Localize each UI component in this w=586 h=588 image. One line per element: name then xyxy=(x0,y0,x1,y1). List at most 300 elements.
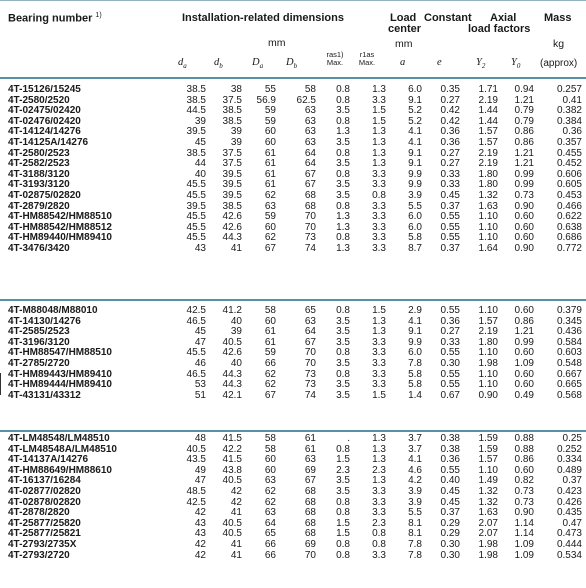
cell-Db: 70 xyxy=(304,212,316,223)
cell-bearing-number: 4T-14130/14276 xyxy=(8,316,81,327)
cell-db: 40.5 xyxy=(222,476,242,487)
cell-ras-max: 3.5 xyxy=(336,106,350,117)
table-row xyxy=(0,487,586,498)
cell-Db: 67 xyxy=(304,476,316,487)
cell-load-center-a: 9.1 xyxy=(408,159,422,170)
cell-Y2: 1.64 xyxy=(478,243,498,254)
cell-ras-max: 3.5 xyxy=(336,390,350,401)
cell-da: 48 xyxy=(194,434,206,444)
cell-mass: 0.382 xyxy=(556,106,582,117)
table-row xyxy=(0,85,586,96)
cell-r1as-max: 1.5 xyxy=(372,116,386,127)
cell-bearing-number: 4T-LM48548/LM48510 xyxy=(8,434,110,444)
cell-load-center-a: 4.1 xyxy=(408,455,422,466)
cell-mass: 0.568 xyxy=(556,390,582,401)
cell-mass: 0.548 xyxy=(556,358,582,369)
cell-Y0: 0.86 xyxy=(514,455,534,466)
cell-r1as-max: 0.8 xyxy=(372,529,386,540)
cell-bearing-number: 4T-2879/2820 xyxy=(8,201,70,212)
cell-Y0: 1.14 xyxy=(514,529,534,540)
group-rule-1 xyxy=(0,299,586,301)
cell-bearing-number: 4T-3193/3120 xyxy=(8,180,70,191)
cell-mass: 0.466 xyxy=(556,201,582,212)
cell-Y0: 0.49 xyxy=(514,390,534,401)
cell-Y0: 0.60 xyxy=(514,233,534,244)
cell-ras-max: 3.5 xyxy=(336,476,350,487)
cell-r1as-max: 3.3 xyxy=(372,222,386,233)
cell-da: 48.5 xyxy=(186,486,206,497)
cell-Y2: 2.19 xyxy=(478,148,498,159)
cell-Db: 63 xyxy=(304,455,316,466)
cell-da: 45.5 xyxy=(186,233,206,244)
cell-ras-max: 0.8 xyxy=(336,148,350,159)
cell-ras-max: 0.8 xyxy=(336,306,350,316)
load-center-heading-line2: center xyxy=(388,23,422,35)
cell-bearing-number: 4T-02475/02420 xyxy=(8,106,81,117)
cell-load-center-a: 6.0 xyxy=(408,212,422,223)
cell-Db: 73 xyxy=(304,369,316,380)
cell-db: 42.1 xyxy=(222,390,242,401)
cell-load-center-a: 9.9 xyxy=(408,169,422,180)
cell-load-center-a: 7.8 xyxy=(408,550,422,561)
cell-load-center-a: 5.8 xyxy=(408,380,422,391)
cell-Da: 60 xyxy=(264,137,276,148)
cell-bearing-number: 4T-25877/25821 xyxy=(8,529,81,540)
cell-Y0: 1.21 xyxy=(514,95,534,106)
table-row xyxy=(0,212,586,223)
cell-load-center-a: 4.1 xyxy=(408,316,422,327)
cell-db: 38 xyxy=(230,85,242,95)
cell-db: 37.5 xyxy=(222,95,242,106)
cell-Y2: 1.10 xyxy=(478,212,498,223)
cell-mass: 0.41 xyxy=(562,95,582,106)
cell-mass: 0.379 xyxy=(556,306,582,316)
cell-Db: 74 xyxy=(304,390,316,401)
cell-da: 53 xyxy=(194,380,206,391)
cell-Y0: 0.99 xyxy=(514,337,534,348)
cell-constant-e: 0.30 xyxy=(440,539,460,550)
table-row xyxy=(0,317,586,328)
table-row xyxy=(0,380,586,391)
cell-da: 39.5 xyxy=(186,127,206,138)
cell-Y0: 1.21 xyxy=(514,159,534,170)
cell-constant-e: 0.35 xyxy=(440,85,460,95)
cell-Y0: 0.60 xyxy=(514,306,534,316)
cell-da: 44 xyxy=(194,159,206,170)
cell-da: 42 xyxy=(194,550,206,561)
cell-constant-e: 0.67 xyxy=(440,390,460,401)
table-row xyxy=(0,498,586,509)
cell-Db: 68 xyxy=(304,518,316,529)
cell-load-center-a: 4.1 xyxy=(408,127,422,138)
col-approx: (approx) xyxy=(540,58,578,69)
cell-Db: 68 xyxy=(304,529,316,540)
cell-db: 42.6 xyxy=(222,212,242,223)
cell-r1as-max: 1.3 xyxy=(372,137,386,148)
cell-Db: 62.5 xyxy=(296,95,316,106)
cell-mass: 0.603 xyxy=(556,348,582,359)
top-rule xyxy=(0,0,586,1)
cell-Da: 58 xyxy=(264,306,276,316)
cell-db: 40 xyxy=(230,316,242,327)
cell-Db: 64 xyxy=(304,148,316,159)
cell-r1as-max: 0.8 xyxy=(372,190,386,201)
load-center-heading-line1: Load xyxy=(390,12,417,24)
cell-Y2: 1.32 xyxy=(478,486,498,497)
cell-Y0: 0.60 xyxy=(514,380,534,391)
margin-change-bar xyxy=(0,373,1,395)
cell-Da: 67 xyxy=(264,243,276,254)
cell-db: 44.3 xyxy=(222,380,242,391)
table-row xyxy=(0,202,586,213)
cell-load-center-a: 8.1 xyxy=(408,529,422,540)
cell-Y0: 1.09 xyxy=(514,358,534,369)
cell-mass: 0.36 xyxy=(562,127,582,138)
table-row xyxy=(0,327,586,338)
cell-load-center-a: 5.5 xyxy=(408,201,422,212)
cell-Da: 58 xyxy=(264,444,276,455)
cell-da: 43 xyxy=(194,529,206,540)
cell-load-center-a: 3.9 xyxy=(408,486,422,497)
cell-constant-e: 0.42 xyxy=(440,116,460,127)
cell-Da: 62 xyxy=(264,497,276,508)
cell-Y2: 1.98 xyxy=(478,539,498,550)
cell-Da: 61 xyxy=(264,180,276,191)
cell-Da: 58 xyxy=(264,434,276,444)
cell-Db: 70 xyxy=(304,358,316,369)
cell-constant-e: 0.45 xyxy=(440,190,460,201)
installation-dimensions-heading: Installation-related dimensions xyxy=(182,12,344,24)
table-row xyxy=(0,159,586,170)
cell-bearing-number: 4T-2793/2720 xyxy=(8,550,70,561)
cell-Y0: 0.79 xyxy=(514,116,534,127)
cell-Y0: 0.60 xyxy=(514,212,534,223)
cell-mass: 0.47 xyxy=(562,518,582,529)
cell-constant-e: 0.36 xyxy=(440,316,460,327)
cell-mass: 0.534 xyxy=(556,550,582,561)
cell-mass: 0.384 xyxy=(556,116,582,127)
cell-mass: 0.638 xyxy=(556,222,582,233)
cell-Y2: 1.57 xyxy=(478,316,498,327)
cell-da: 39.5 xyxy=(186,201,206,212)
cell-load-center-a: 6.0 xyxy=(408,85,422,95)
cell-constant-e: 0.40 xyxy=(440,476,460,487)
cell-Y0: 0.86 xyxy=(514,316,534,327)
cell-Y2: 1.10 xyxy=(478,465,498,476)
cell-Da: 60 xyxy=(264,127,276,138)
cell-constant-e: 0.36 xyxy=(440,137,460,148)
col-Y0: $Y_0$ xyxy=(511,57,521,71)
cell-da: 47 xyxy=(194,476,206,487)
cell-ras-max: 0.8 xyxy=(336,550,350,561)
cell-bearing-number: 4T-3188/3120 xyxy=(8,169,70,180)
cell-constant-e: 0.36 xyxy=(440,127,460,138)
cell-mass: 0.667 xyxy=(556,369,582,380)
cell-r1as-max: 1.5 xyxy=(372,390,386,401)
cell-Da: 62 xyxy=(264,486,276,497)
cell-ras-max: 0.8 xyxy=(336,508,350,519)
cell-r1as-max: 1.3 xyxy=(372,327,386,338)
cell-mass: 0.357 xyxy=(556,137,582,148)
cell-Db: 70 xyxy=(304,550,316,561)
cell-db: 42.2 xyxy=(222,444,242,455)
cell-r1as-max: 3.3 xyxy=(372,243,386,254)
cell-constant-e: 0.37 xyxy=(440,243,460,254)
cell-Y0: 0.99 xyxy=(514,180,534,191)
cell-Y0: 0.60 xyxy=(514,222,534,233)
cell-Y2: 1.10 xyxy=(478,306,498,316)
cell-bearing-number: 4T-M88048/M88010 xyxy=(8,306,98,316)
table-row xyxy=(0,117,586,128)
cell-Db: 73 xyxy=(304,233,316,244)
cell-ras-max: 0.8 xyxy=(336,233,350,244)
cell-Y0: 0.94 xyxy=(514,85,534,95)
cell-Y0: 0.86 xyxy=(514,127,534,138)
cell-bearing-number: 4T-02877/02820 xyxy=(8,486,81,497)
cell-ras-max: . xyxy=(347,434,350,444)
cell-r1as-max: 3.3 xyxy=(372,380,386,391)
cell-Y2: 1.80 xyxy=(478,180,498,191)
cell-Da: 66 xyxy=(264,539,276,550)
cell-db: 37.5 xyxy=(222,159,242,170)
cell-constant-e: 0.36 xyxy=(440,455,460,466)
cell-ras-max: 1.3 xyxy=(336,243,350,254)
cell-Y0: 0.60 xyxy=(514,348,534,359)
cell-da: 42 xyxy=(194,508,206,519)
cell-constant-e: 0.55 xyxy=(440,348,460,359)
cell-db: 41.5 xyxy=(222,434,242,444)
cell-Db: 67 xyxy=(304,180,316,191)
cell-db: 38.5 xyxy=(222,106,242,117)
cell-Db: 68 xyxy=(304,201,316,212)
cell-ras-max: 0.8 xyxy=(336,539,350,550)
cell-r1as-max: 0.8 xyxy=(372,539,386,550)
cell-mass: 0.622 xyxy=(556,212,582,223)
cell-da: 42.5 xyxy=(186,497,206,508)
cell-Da: 60 xyxy=(264,455,276,466)
cell-constant-e: 0.55 xyxy=(440,233,460,244)
cell-constant-e: 0.33 xyxy=(440,337,460,348)
col-ras: ras1) Max. xyxy=(326,50,344,67)
cell-Da: 56.9 xyxy=(256,95,276,106)
cell-Y2: 0.90 xyxy=(478,390,498,401)
cell-da: 43 xyxy=(194,518,206,529)
cell-load-center-a: 6.0 xyxy=(408,348,422,359)
cell-mass: 0.426 xyxy=(556,497,582,508)
cell-Da: 61 xyxy=(264,148,276,159)
cell-ras-max: 0.8 xyxy=(336,116,350,127)
mass-heading: Mass xyxy=(544,12,572,24)
unit-kg: kg xyxy=(553,38,565,50)
table-row xyxy=(0,191,586,202)
cell-r1as-max: 3.3 xyxy=(372,212,386,223)
cell-db: 39 xyxy=(230,327,242,338)
axial-heading-line1: Axial xyxy=(490,12,517,24)
unit-mm-load-center: mm xyxy=(395,38,413,50)
cell-Da: 67 xyxy=(264,390,276,401)
cell-bearing-number: 4T-16137/16284 xyxy=(8,476,81,487)
cell-Db: 68 xyxy=(304,486,316,497)
cell-ras-max: 1.5 xyxy=(336,518,350,529)
cell-mass: 0.455 xyxy=(556,148,582,159)
cell-r1as-max: 1.3 xyxy=(372,316,386,327)
cell-Db: 63 xyxy=(304,106,316,117)
cell-Y0: 1.14 xyxy=(514,518,534,529)
cell-r1as-max: 1.5 xyxy=(372,106,386,117)
col-Y2: $Y_2$ xyxy=(476,57,486,71)
cell-load-center-a: 7.8 xyxy=(408,358,422,369)
cell-constant-e: 0.27 xyxy=(440,148,460,159)
cell-da: 42.5 xyxy=(186,306,206,316)
cell-load-center-a: 9.1 xyxy=(408,95,422,106)
cell-da: 43 xyxy=(194,243,206,254)
col-da: $d_a$ xyxy=(178,57,187,71)
cell-r1as-max: 3.3 xyxy=(372,201,386,212)
cell-da: 42 xyxy=(194,539,206,550)
cell-r1as-max: 3.3 xyxy=(372,358,386,369)
cell-constant-e: 0.33 xyxy=(440,169,460,180)
cell-bearing-number: 4T-2785/2720 xyxy=(8,358,70,369)
cell-da: 39 xyxy=(194,116,206,127)
cell-ras-max: 3.5 xyxy=(336,316,350,327)
cell-Y2: 2.07 xyxy=(478,529,498,540)
table-row xyxy=(0,445,586,456)
cell-r1as-max: 1.3 xyxy=(372,444,386,455)
table-row xyxy=(0,138,586,149)
cell-ras-max: 3.5 xyxy=(336,180,350,191)
cell-r1as-max: 1.3 xyxy=(372,127,386,138)
cell-load-center-a: 9.9 xyxy=(408,337,422,348)
cell-ras-max: 3.5 xyxy=(336,337,350,348)
cell-load-center-a: 5.2 xyxy=(408,106,422,117)
cell-ras-max: 0.8 xyxy=(336,85,350,95)
cell-da: 43.5 xyxy=(186,455,206,466)
cell-da: 46 xyxy=(194,358,206,369)
cell-mass: 0.686 xyxy=(556,233,582,244)
cell-mass: 0.436 xyxy=(556,327,582,338)
table-row xyxy=(0,106,586,117)
cell-mass: 0.252 xyxy=(556,444,582,455)
bearing-table-group-3 xyxy=(0,434,586,561)
cell-Y2: 1.10 xyxy=(478,222,498,233)
cell-ras-max: 3.5 xyxy=(336,190,350,201)
cell-Y0: 1.09 xyxy=(514,550,534,561)
table-row xyxy=(0,391,586,402)
cell-mass: 0.453 xyxy=(556,190,582,201)
table-row xyxy=(0,244,586,255)
table-row xyxy=(0,223,586,234)
cell-db: 44.3 xyxy=(222,233,242,244)
cell-Y2: 1.63 xyxy=(478,201,498,212)
cell-r1as-max: 3.3 xyxy=(372,508,386,519)
table-row xyxy=(0,529,586,540)
cell-constant-e: 0.27 xyxy=(440,95,460,106)
table-row xyxy=(0,508,586,519)
cell-bearing-number: 4T-2580/2523 xyxy=(8,148,70,159)
cell-db: 41 xyxy=(230,508,242,519)
table-row xyxy=(0,476,586,487)
cell-Da: 66 xyxy=(264,358,276,369)
cell-ras-max: 0.8 xyxy=(336,348,350,359)
cell-Y2: 1.10 xyxy=(478,369,498,380)
cell-bearing-number: 4T-3476/3420 xyxy=(8,243,70,254)
cell-Y2: 2.19 xyxy=(478,159,498,170)
cell-constant-e: 0.42 xyxy=(440,106,460,117)
cell-mass: 0.452 xyxy=(556,159,582,170)
cell-Y2: 1.80 xyxy=(478,337,498,348)
cell-Y2: 1.57 xyxy=(478,127,498,138)
cell-Da: 55 xyxy=(264,85,276,95)
cell-Y0: 0.60 xyxy=(514,369,534,380)
group-rule-2 xyxy=(0,430,586,432)
table-row xyxy=(0,338,586,349)
cell-constant-e: 0.38 xyxy=(440,434,460,444)
cell-db: 39 xyxy=(230,127,242,138)
col-Da: $D_a$ xyxy=(252,57,264,71)
cell-Db: 64 xyxy=(304,159,316,170)
cell-bearing-number: 4T-LM48548A/LM48510 xyxy=(8,444,117,455)
cell-r1as-max: 3.3 xyxy=(372,369,386,380)
cell-Y0: 0.79 xyxy=(514,106,534,117)
cell-load-center-a: 3.9 xyxy=(408,497,422,508)
cell-Db: 63 xyxy=(304,316,316,327)
cell-r1as-max: 2.3 xyxy=(372,465,386,476)
cell-Db: 68 xyxy=(304,497,316,508)
cell-Da: 63 xyxy=(264,201,276,212)
cell-Db: 70 xyxy=(304,222,316,233)
cell-db: 40.5 xyxy=(222,337,242,348)
cell-Db: 68 xyxy=(304,508,316,519)
cell-load-center-a: 1.4 xyxy=(408,390,422,401)
cell-r1as-max: 3.3 xyxy=(372,169,386,180)
cell-bearing-number: 4T-2793/2735X xyxy=(8,539,77,550)
cell-Y2: 1.10 xyxy=(478,233,498,244)
cell-constant-e: 0.27 xyxy=(440,327,460,338)
cell-da: 45 xyxy=(194,327,206,338)
cell-r1as-max: 3.3 xyxy=(372,486,386,497)
cell-bearing-number: 4T-14124/14276 xyxy=(8,127,81,138)
cell-ras-max: 0.8 xyxy=(336,369,350,380)
cell-mass: 0.25 xyxy=(562,434,582,444)
cell-load-center-a: 3.9 xyxy=(408,190,422,201)
cell-db: 44.3 xyxy=(222,369,242,380)
cell-r1as-max: 1.3 xyxy=(372,148,386,159)
cell-ras-max: 3.5 xyxy=(336,380,350,391)
cell-load-center-a: 9.9 xyxy=(408,180,422,191)
cell-da: 51 xyxy=(194,390,206,401)
cell-bearing-number: 4T-HM89444/HM89410 xyxy=(8,380,112,391)
cell-Y2: 1.80 xyxy=(478,169,498,180)
cell-Y2: 1.98 xyxy=(478,550,498,561)
cell-constant-e: 0.37 xyxy=(440,201,460,212)
cell-ras-max: 0.8 xyxy=(336,95,350,106)
cell-bearing-number: 4T-HM88547/HM88510 xyxy=(8,348,112,359)
cell-db: 42 xyxy=(230,497,242,508)
cell-Y2: 1.32 xyxy=(478,497,498,508)
cell-load-center-a: 5.2 xyxy=(408,116,422,127)
cell-ras-max: 0.8 xyxy=(336,444,350,455)
cell-Da: 65 xyxy=(264,529,276,540)
cell-db: 40.5 xyxy=(222,518,242,529)
cell-constant-e: 0.38 xyxy=(440,444,460,455)
cell-db: 41 xyxy=(230,539,242,550)
cell-da: 40.5 xyxy=(186,444,206,455)
cell-bearing-number: 4T-2585/2523 xyxy=(8,327,70,338)
table-header xyxy=(0,0,586,77)
cell-bearing-number: 4T-43131/43312 xyxy=(8,390,81,401)
table-row xyxy=(0,127,586,138)
cell-Y2: 1.59 xyxy=(478,444,498,455)
